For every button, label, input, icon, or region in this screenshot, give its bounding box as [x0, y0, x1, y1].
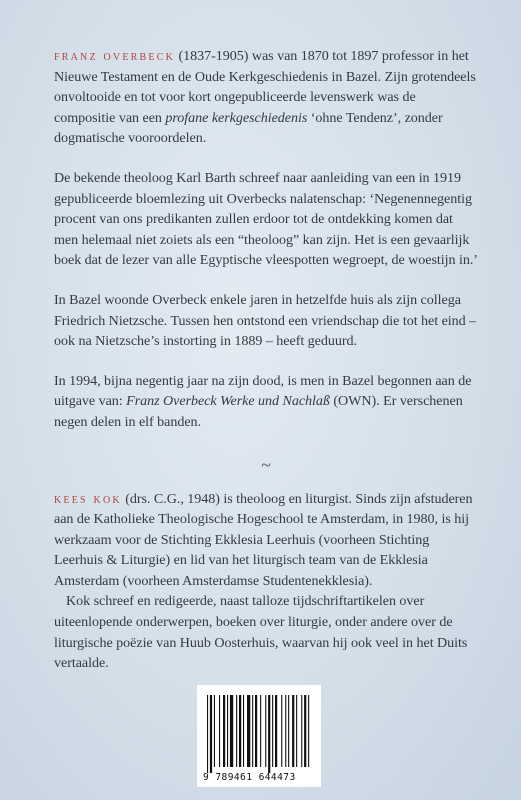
- italic-title: profane kerkgeschiedenis: [165, 109, 308, 126]
- paragraph-own-edition: [54, 371, 478, 433]
- paragraph-text: In 1994, bijna negentig jaar na zijn dood, is men in Bazel begonnen aan de uitgave van:: [54, 372, 472, 410]
- isbn-number: 9 789461 644473: [203, 772, 296, 783]
- paragraph-text: (1837-1905) was van 1870 tot 1897 professor in het Nieuwe Testament en de Oude Kerkgeschiedenis in Bazel. Zijn grotendeels onvoltooide en tot voor kort ongepubliceerde levenswerk was de compositie van een: [54, 48, 476, 126]
- paragraph-text: (drs. C.G., 1948) is theoloog en liturgist. Sinds zijn afstuderen aan de Katholieke Theologische Hogeschool te Amsterdam, in 1980, is hij werkzaam voor de Stichting Ekklesia Leerhuis (voorheen Stichting Leerhuis & Liturgie) en lid van het liturgisch team van de Ekklesia Amsterdam (voorheen Amsterdamse Studentenekklesia).: [54, 490, 473, 589]
- section-separator: ~: [261, 454, 271, 475]
- paragraph-barth-quote: De bekende theoloog Karl Barth schreef naar aanleiding van een in 1919 gepubliceerde bloemlezing uit Overbecks nalatenschap: ‘Negenennegentig procent van ons predikanten zullen erdoor tot de ontdekking komen dat men helemaal niet zoiets als een “theoloog” kan zijn. Het is een gevaarlijk boek dat de lezer van alle Egyptische vleespotten wegroept, de woestijn in.’: [54, 169, 478, 269]
- isbn-barcode: [197, 685, 321, 787]
- author-name-kok: kees kok: [54, 490, 122, 507]
- paragraph-tail: ‘ohne Tendenz’, zonder dogmatische vooroordelen.: [54, 109, 443, 147]
- paragraph-tail: (OWN). Er verschenen negen delen in elf banden.: [54, 393, 463, 430]
- paragraph-overbeck-intro: [54, 46, 478, 149]
- paragraph-kok-works: Kok schreef en redigeerde, naast talloze tijdschriftartikelen over uiteenlopende onderwerpen, boeken over liturgie, onder andere over de liturgische poëzie van Huub Oosterhuis, waarvan hij ook veel in het Duits vertaalde.: [54, 593, 468, 672]
- author-name-overbeck: franz overbeck: [54, 48, 175, 64]
- paragraph-kok-bio: [54, 489, 478, 592]
- italic-title: Franz Overbeck Werke und Nachlaß: [126, 393, 330, 410]
- blurb-text: [54, 46, 478, 674]
- paragraph-nietzsche: In Bazel woonde Overbeck enkele jaren in hetzelfde huis als zijn collega Friedrich Nietzsche. Tussen hen ontstond een vriendschap die tot het eind – ook na Nietzsche’s instorting in 1889 – heeft geduurd.: [54, 291, 477, 350]
